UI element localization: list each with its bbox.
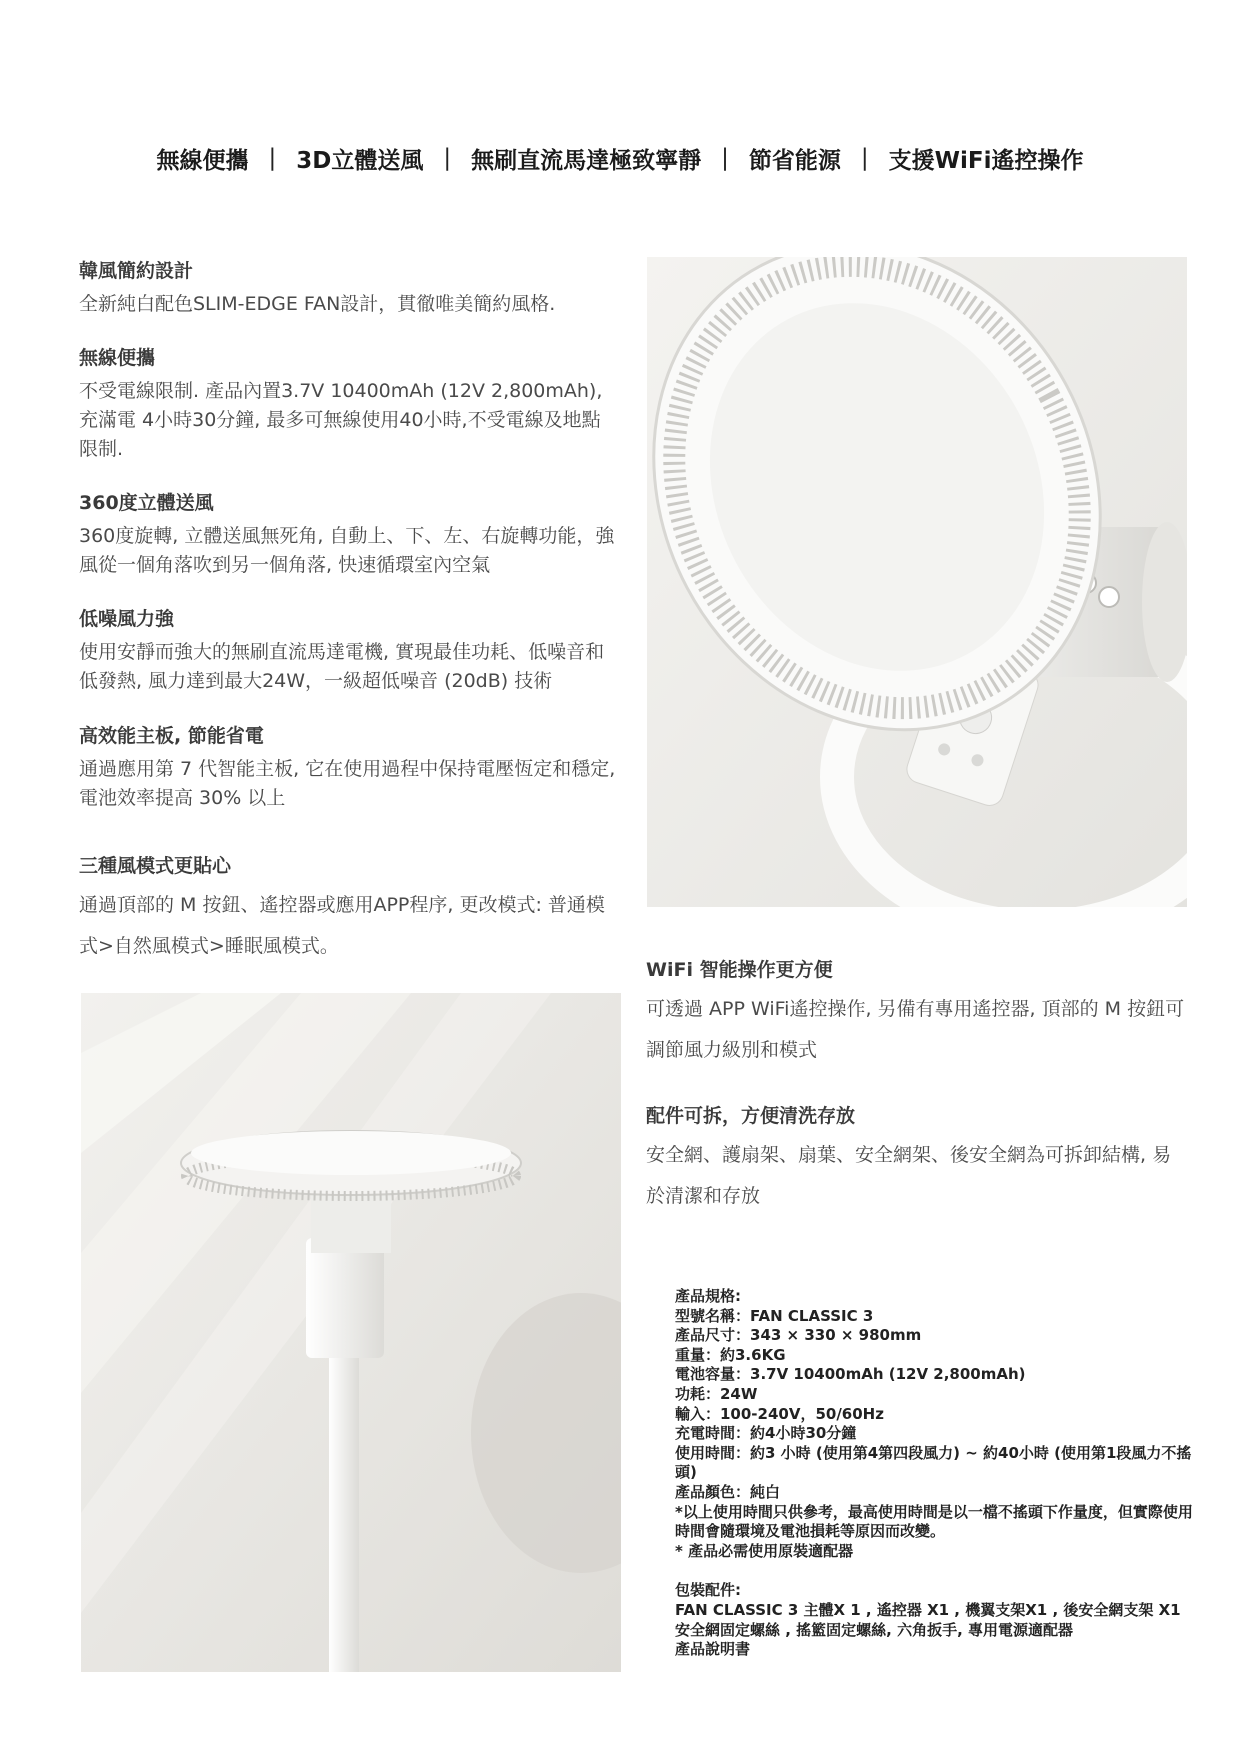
spec-line: 電池容量：3.7V 10400mAh (12V 2,800mAh): [675, 1365, 1026, 1384]
spec-line: 型號名稱：FAN CLASSIC 3: [675, 1306, 874, 1325]
product-specs: [675, 1287, 1195, 1660]
feature-title: WiFi 智能操作更方便: [646, 959, 833, 981]
feature-title: 高效能主板, 節能省電: [79, 725, 264, 747]
headline-separator: |: [860, 145, 869, 171]
headline-bar: [0, 136, 1240, 180]
spec-line: 產品尺寸：343 × 330 × 980mm: [675, 1326, 922, 1345]
package-line: 包裝配件:: [675, 1581, 741, 1600]
feature-text: 使用安靜而強大的無刷直流馬達電機, 實現最佳功耗、低噪音和低發熱, 風力達到最大24W，一級超低噪音 (20dB) 技術: [79, 641, 605, 692]
feature-cordless: [79, 345, 619, 464]
feature-title: 三種風模式更貼心: [79, 855, 232, 877]
feature-korean-design: [79, 258, 619, 319]
feature-detachable: [646, 1103, 1186, 1217]
feature-text: 安全網、護扇架、扇葉、安全網架、後安全網為可拆卸結構, 易於清潔和存放: [646, 1144, 1172, 1207]
headline-separator: |: [721, 145, 729, 171]
headline-item: 節省能源: [748, 147, 841, 174]
package-line: 安全網固定螺絲 , 搖籃固定螺絲, 六角扳手, 專用電源適配器: [675, 1620, 1073, 1639]
feature-wifi: [646, 957, 1186, 1071]
spec-line: 重量：約3.6KG: [675, 1345, 786, 1364]
feature-title: 韓風簡約設計: [79, 260, 194, 282]
headline-item: 無刷直流馬達極致寧靜: [471, 147, 702, 174]
fan-head-photo: [647, 257, 1187, 907]
spec-line: 使用時間：約3 小時 (使用第4第四段風力) ~ 約40小時 (使用第1段風力不搖頭): [675, 1443, 1192, 1482]
headline-item: 3D立體送風: [296, 147, 424, 174]
spec-line: *以上使用時間只供參考，最高使用時間是以一檔不搖頭下作量度，但實際使用時間會隨環境及電池損耗等原因而改變。: [675, 1502, 1193, 1541]
feature-text: 通過頂部的 M 按鈕、遙控器或應用APP程序, 更改模式: 普通模式>自然風模式>睡眠風模式。: [79, 894, 605, 957]
spec-line: 充電時間：約4小時30分鐘: [675, 1424, 857, 1443]
feature-360-airflow: [79, 490, 619, 580]
headline-separator: |: [268, 145, 277, 171]
feature-title: 配件可拆，方便清洗存放: [646, 1105, 856, 1127]
feature-mainboard: [79, 723, 619, 813]
headline-separator: |: [443, 145, 452, 171]
feature-title: 360度立體送風: [79, 492, 214, 514]
fan-head-illustration: [647, 257, 1187, 907]
feature-low-noise: [79, 606, 619, 696]
package-line: FAN CLASSIC 3 主體X 1 , 遙控器 X1 , 機翼支架X1 , 後安全網支架 X1: [675, 1600, 1181, 1619]
feature-text: 全新純白配色SLIM-EDGE FAN設計，貫徹唯美簡約風格.: [79, 293, 556, 315]
standing-fan-illustration: [81, 993, 621, 1672]
feature-wind-modes: [79, 853, 619, 967]
feature-title: 低噪風力強: [79, 608, 175, 630]
spec-line: 產品規格:: [675, 1287, 741, 1305]
feature-title: 無線便攜: [79, 347, 156, 369]
package-line: 產品說明書: [675, 1640, 751, 1659]
feature-text: 360度旋轉, 立體送風無死角, 自動上、下、左、右旋轉功能，強風從一個角落吹到另一個角落, 快速循環室內空氣: [79, 525, 615, 576]
spec-line: 輸入：100-240V，50/60Hz: [675, 1404, 884, 1423]
feature-text: 可透過 APP WiFi遙控操作, 另備有專用遙控器, 頂部的 M 按鈕可調節風力級別和模式: [646, 998, 1185, 1061]
standing-fan-photo: [81, 993, 621, 1672]
feature-text: 通過應用第 7 代智能主板, 它在使用過程中保持電壓恆定和穩定, 電池效率提高 30% 以上: [79, 758, 616, 809]
spec-line: 產品顏色：純白: [675, 1482, 781, 1501]
headline-item: 無線便攜: [156, 147, 249, 174]
headline-item: 支援WiFi遙控操作: [888, 147, 1084, 174]
spec-line: 功耗：24W: [675, 1384, 758, 1403]
feature-text: 不受電線限制. 產品內置3.7V 10400mAh (12V 2,800mAh), 充滿電 4小時30分鐘, 最多可無線使用40小時,不受電線及地點限制.: [79, 380, 603, 460]
spec-line: * 產品必需使用原裝適配器: [675, 1541, 854, 1560]
